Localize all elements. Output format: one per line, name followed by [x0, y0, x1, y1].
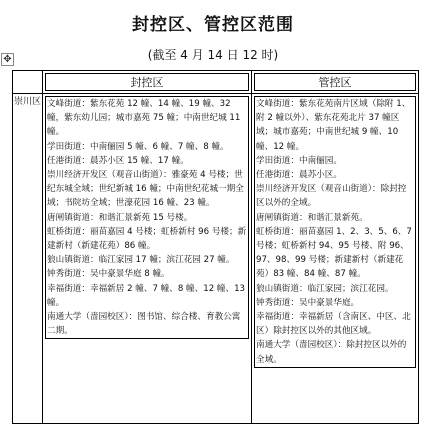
list-item: 唐闸镇街道：和谐汇景新苑 15 号楼。 — [47, 212, 193, 223]
list-item: 狼山镇街道：临江家园；滨江花园。 — [256, 283, 394, 294]
list-item: 狼山镇街道：临江家园 17 幢；滨江花园 27 幢。 — [47, 255, 235, 266]
list-item: 南通大学（啬园校区）：除封控区以外的全域。 — [256, 340, 407, 365]
lockdown-list — [45, 96, 249, 339]
list-item: 任港街道：晨苏小区。 — [256, 170, 342, 181]
list-item: 学田街道：中南俪园。 — [256, 155, 342, 166]
list-item: 任港街道：晨苏小区 15 幢、17 幢。 — [47, 155, 189, 166]
list-item: 南通大学（啬园校区）：图书馆、综合楼、育教公寓二期。 — [47, 312, 241, 337]
list-item: 幸福街道：幸福新居 2 幢、7 幢、8 幢、12 幢、13 幢。 — [47, 283, 248, 308]
table-header-row — [13, 71, 419, 94]
scope-table — [12, 70, 419, 424]
list-item: 学田街道：中南俪园 5 幢、6 幢、7 幢、8 幢。 — [47, 141, 229, 152]
header-lockdown: 封控区 — [43, 71, 252, 94]
move-icon[interactable]: ✥ — [1, 53, 14, 66]
list-item: 文峰街道：紫东花苑南片区域（除附 1、附 2 幢以外）、紫东花苑北片 37 幢区域；城市嘉苑；中南世纪城 9 幢、10 幢、12 幢。 — [256, 99, 411, 152]
page-subtitle: (截至 4 月 14 日 12 时) — [147, 48, 279, 62]
list-item: 文峰街道：紫东花苑 12 幢、14 幢、19 幢、32 幢，紫东幼儿园；城市嘉苑 75 幢；中南世纪城 11 幢。 — [47, 99, 244, 138]
lockdown-cell — [43, 94, 252, 424]
list-item: 虹桥街道：丽苗嘉园 4 号楼；虹桥新村 96 号楼；新建新村（新建花苑）86 幢。 — [47, 226, 247, 252]
list-item: 虹桥街道：丽苗嘉园 1、2、3、5、6、7 号楼；虹桥新村 94、95 号楼、附 96、97、98、99 号楼；新建新村（新建花苑）83 幢、84 幢、87 幢。 — [256, 226, 415, 280]
control-list — [254, 96, 416, 368]
control-cell — [252, 94, 419, 424]
list-item: 钟秀街道：吴中豪景华庭。 — [256, 297, 360, 308]
page-title: 封控区、管控区范围 — [132, 15, 294, 35]
district-cell: 崇川区 — [13, 94, 43, 424]
list-item: 幸福街道：幸福新居（含南区、中区、北区）除封控区以外的其他区域。 — [256, 312, 411, 337]
list-item: 崇川经济开发区（观音山街道）：雅豪苑 4 号楼；世纪东城全域；世纪新城 16 幢；中南世纪花城一期全域；书院坊全域；世濠花园 16 幢、23 幢。 — [47, 170, 244, 209]
header-blank — [13, 71, 43, 94]
list-item: 崇川经济开发区（观音山街道）：除封控区以外的全域。 — [256, 184, 407, 209]
table-row — [13, 94, 419, 424]
header-control: 管控区 — [252, 71, 419, 94]
list-item: 唐闸镇街道：和谐汇景新苑。 — [256, 212, 368, 223]
list-item: 钟秀街道：吴中豪景华庭 8 幢。 — [47, 269, 170, 280]
